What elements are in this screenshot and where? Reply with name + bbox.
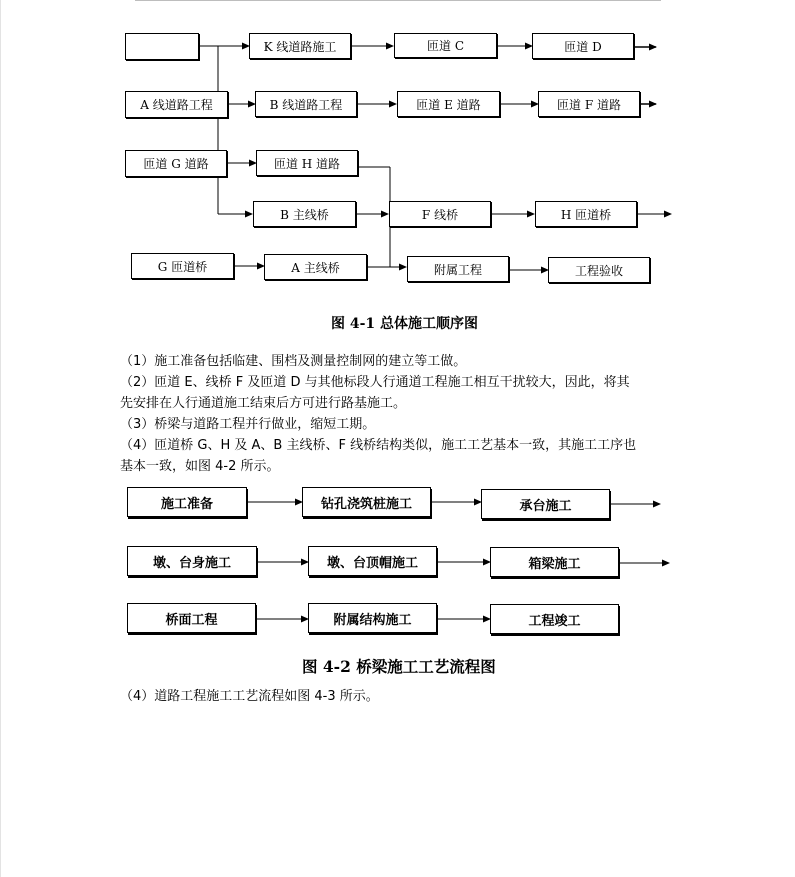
flow-box-b-line-road: B 线道路工程 [255, 91, 357, 117]
flow-box-h-ramp-bridge: H 匝道桥 [535, 201, 637, 227]
flow-box-acceptance: 工程验收 [548, 257, 650, 283]
note-line-5: （4）匝道桥 G、H 及 A、B 主线桥、F 线桥结构类似，施工工艺基本一致，其施工工序也 [120, 438, 637, 453]
process-box-deck: 桥面工程 [127, 603, 256, 633]
process-box-pile-cap: 承台施工 [481, 489, 610, 519]
flow-box-a-main-bridge: A 主线桥 [264, 254, 367, 280]
flow-box-ancillary-works: 附属工程 [407, 256, 509, 282]
flow-box-ramp-h-road: 匝道 H 道路 [256, 150, 358, 176]
process-box-bored-piles: 钻孔浇筑桩施工 [302, 487, 431, 517]
figure2-caption: 图 4-2 桥梁施工工艺流程图 [302, 657, 496, 676]
flow-box-a-line-road: A 线道路工程 [125, 91, 228, 118]
figure1-caption: 图 4-1 总体施工顺序图 [331, 316, 479, 332]
footer-note: （4）道路工程施工工艺流程如图 4-3 所示。 [120, 689, 379, 704]
note-line-1: （1）施工准备包括临建、围档及测量控制网的建立等工做。 [120, 354, 467, 369]
process-box-ancillary-structure: 附属结构施工 [308, 603, 437, 633]
process-box-pier-body: 墩、台身施工 [127, 546, 257, 576]
flow-box-ramp-g-road: 匝道 G 道路 [125, 150, 227, 177]
flow-box-k-line-road: K 线道路施工 [249, 33, 351, 59]
note-line-2: （2）匝道 E、线桥 F 及匝道 D 与其他标段人行通道工程施工相互干扰较大，因此，将其 [120, 375, 630, 390]
flow-box-ramp-c: 匝道 C [394, 33, 497, 58]
note-line-4: （3）桥梁与道路工程并行做业，缩短工期。 [120, 417, 376, 432]
note-line-3: 先安排在人行通道施工结束后方可进行路基施工。 [120, 396, 407, 411]
process-box-pier-cap: 墩、台顶帽施工 [308, 546, 437, 576]
flow-box-b-main-bridge: B 主线桥 [253, 201, 356, 227]
flow-box-f-line-bridge: F 线桥 [389, 201, 491, 227]
process-box-prep: 施工准备 [127, 487, 247, 517]
flow-box-ramp-e-road: 匝道 E 道路 [397, 91, 500, 117]
note-line-6: 基本一致，如图 4-2 所示。 [120, 459, 280, 474]
flow-box-ramp-d: 匝道 D [532, 33, 634, 59]
process-box-completion: 工程竣工 [490, 604, 619, 634]
process-box-box-girder: 箱梁施工 [490, 547, 619, 577]
flow-box-ramp-f-road: 匝道 F 道路 [538, 91, 640, 117]
flow-box-g-ramp-bridge: G 匝道桥 [131, 253, 234, 279]
